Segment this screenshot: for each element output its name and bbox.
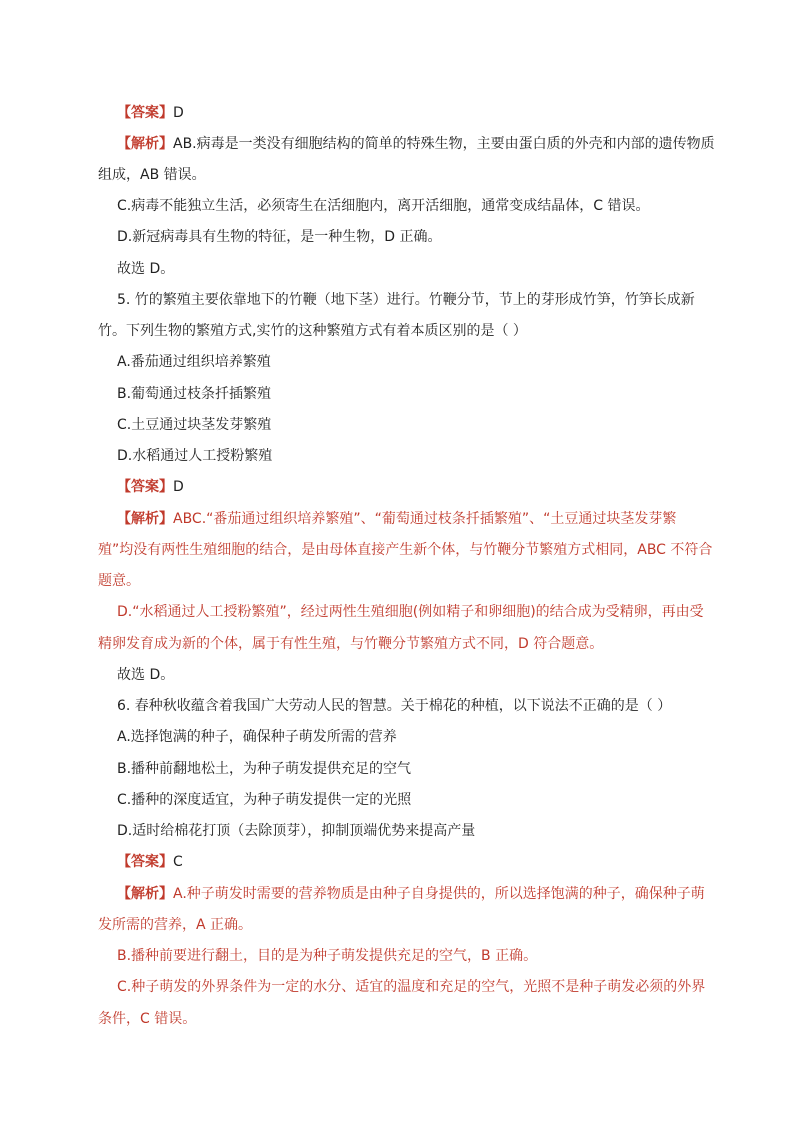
question-5-stem: 竹。下列生物的繁殖方式,实竹的这种繁殖方式有着本质区别的是（ ）	[98, 323, 527, 339]
explanation-line: 组成，AB 错误。	[98, 167, 206, 183]
answer-tag: 【答案】	[117, 105, 173, 121]
answer-value: C	[173, 854, 183, 870]
answer-value: D	[173, 479, 184, 495]
answer-line-q5	[117, 478, 184, 496]
question-5-stem: 5. 竹的繁殖主要依靠地下的竹鞭（地下茎）进行。竹鞭分节，节上的芽形成竹笋，竹笋长成新	[117, 292, 695, 308]
explanation-line: B.播种前要进行翻土，目的是为种子萌发提供充足的空气，B 正确。	[117, 948, 538, 964]
question-5-option-c: C.土豆通过块茎发芽繁殖	[117, 417, 272, 433]
explanation-tag: 【解析】	[117, 136, 173, 152]
question-5-option-b: B.葡萄通过枝条扦插繁殖	[117, 386, 272, 402]
explanation-tag: 【解析】	[117, 511, 173, 527]
explanation-line	[117, 135, 715, 153]
explanation-line: 发所需的营养，A 正确。	[98, 917, 253, 933]
question-5-option-d: D.水稻通过人工授粉繁殖	[117, 448, 273, 464]
question-6-option-c: C.播种的深度适宜，为种子萌发提供一定的光照	[117, 792, 412, 808]
conclusion-line: 故选 D。	[117, 261, 175, 277]
explanation-line: 条件，C 错误。	[98, 1011, 197, 1027]
explanation-line	[117, 885, 705, 903]
explanation-line: D.“水稻通过人工授粉繁殖”，经过两性生殖细胞(例如精子和卵细胞)的结合成为受精卵，再由受	[117, 604, 704, 620]
answer-value: D	[173, 105, 184, 121]
question-6-stem: 6. 春种秋收蕴含着我国广大劳动人民的智慧。关于棉花的种植，以下说法不正确的是（ ）	[117, 698, 672, 714]
explanation-line: C.病毒不能独立生活，必须寄生在活细胞内，离开活细胞，通常变成结晶体，C 错误。	[117, 198, 650, 214]
explanation-text: ABC.“番茄通过组织培养繁殖”、“葡萄通过枝条扦插繁殖”、“土豆通过块茎发芽繁	[173, 511, 677, 527]
conclusion-line: 故选 D。	[117, 667, 175, 683]
question-6-option-d: D.适时给棉花打顶（去除顶芽），抑制顶端优势来提高产量	[117, 823, 476, 839]
answer-tag: 【答案】	[117, 479, 173, 495]
explanation-text: A.种子萌发时需要的营养物质是由种子自身提供的，所以选择饱满的种子，确保种子萌	[173, 886, 705, 902]
question-6-option-a: A.选择饱满的种子，确保种子萌发所需的营养	[117, 729, 397, 745]
answer-tag: 【答案】	[117, 854, 173, 870]
answer-line-q4	[117, 104, 184, 122]
explanation-line: 精卵发育成为新的个体，属于有性生殖，与竹鞭分节繁殖方式不同，D 符合题意。	[98, 636, 604, 652]
question-5-option-a: A.番茄通过组织培养繁殖	[117, 354, 271, 370]
explanation-line: D.新冠病毒具有生物的特征，是一种生物，D 正确。	[117, 229, 442, 245]
question-6-option-b: B.播种前翻地松土，为种子萌发提供充足的空气	[117, 761, 412, 777]
explanation-tag: 【解析】	[117, 886, 173, 902]
explanation-line: C.种子萌发的外界条件为一定的水分、适宜的温度和充足的空气，光照不是种子萌发必须的外界	[117, 979, 706, 995]
explanation-text: AB.病毒是一类没有细胞结构的简单的特殊生物，主要由蛋白质的外壳和内部的遗传物质	[173, 136, 715, 152]
answer-line-q6	[117, 853, 183, 871]
explanation-line: 殖”均没有两性生殖细胞的结合，是由母体直接产生新个体，与竹鞭分节繁殖方式相同，ABC 不符合	[98, 542, 713, 558]
explanation-line: 题意。	[98, 573, 140, 589]
explanation-line	[117, 510, 676, 528]
